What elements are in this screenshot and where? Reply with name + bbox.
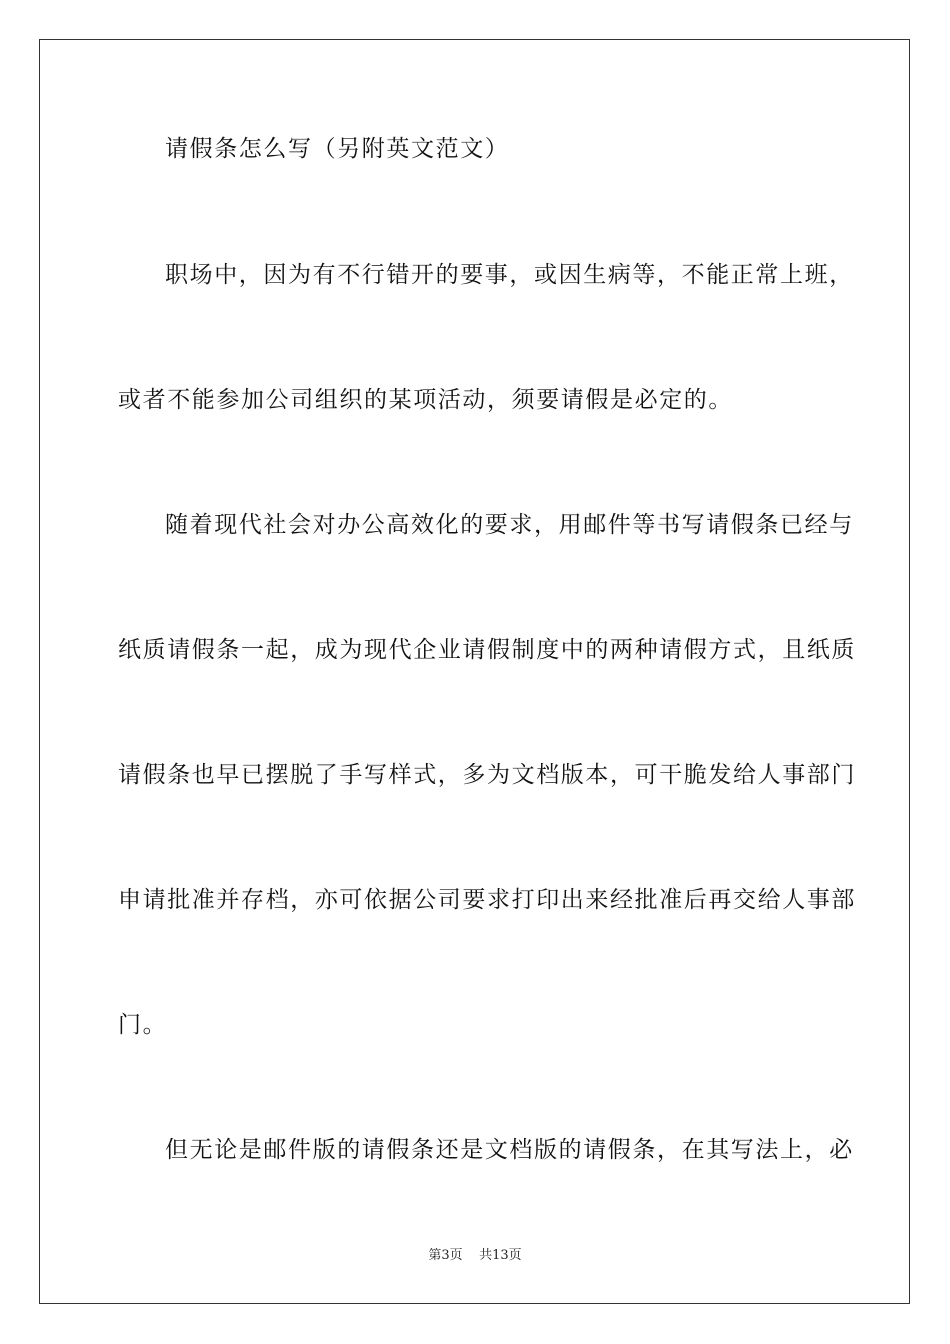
page-border	[39, 39, 910, 1304]
paragraph-line: 请假条也早已摆脱了手写样式，多为文档版本，可干脆发给人事部门	[118, 762, 856, 788]
paragraph-line: 职场中，因为有不行错开的要事，或因生病等，不能正常上班，	[165, 262, 854, 288]
total-pages: 共13页	[479, 1248, 522, 1263]
paragraph-line: 但无论是邮件版的请假条还是文档版的请假条，在其写法上，必	[165, 1137, 854, 1163]
paragraph-line: 门。	[118, 1012, 168, 1038]
paragraph-line: 纸质请假条一起，成为现代企业请假制度中的两种请假方式，且纸质	[118, 637, 856, 663]
paragraph-line: 随着现代社会对办公高效化的要求，用邮件等书写请假条已经与	[165, 512, 854, 538]
document-title: 请假条怎么写（另附英文范文）	[165, 136, 510, 162]
paragraph-line: 或者不能参加公司组织的某项活动，须要请假是必定的。	[118, 387, 733, 413]
current-page-number: 第3页	[428, 1248, 463, 1263]
page-footer	[0, 1248, 950, 1264]
paragraph-line: 申请批准并存档，亦可依据公司要求打印出来经批准后再交给人事部	[118, 887, 856, 913]
